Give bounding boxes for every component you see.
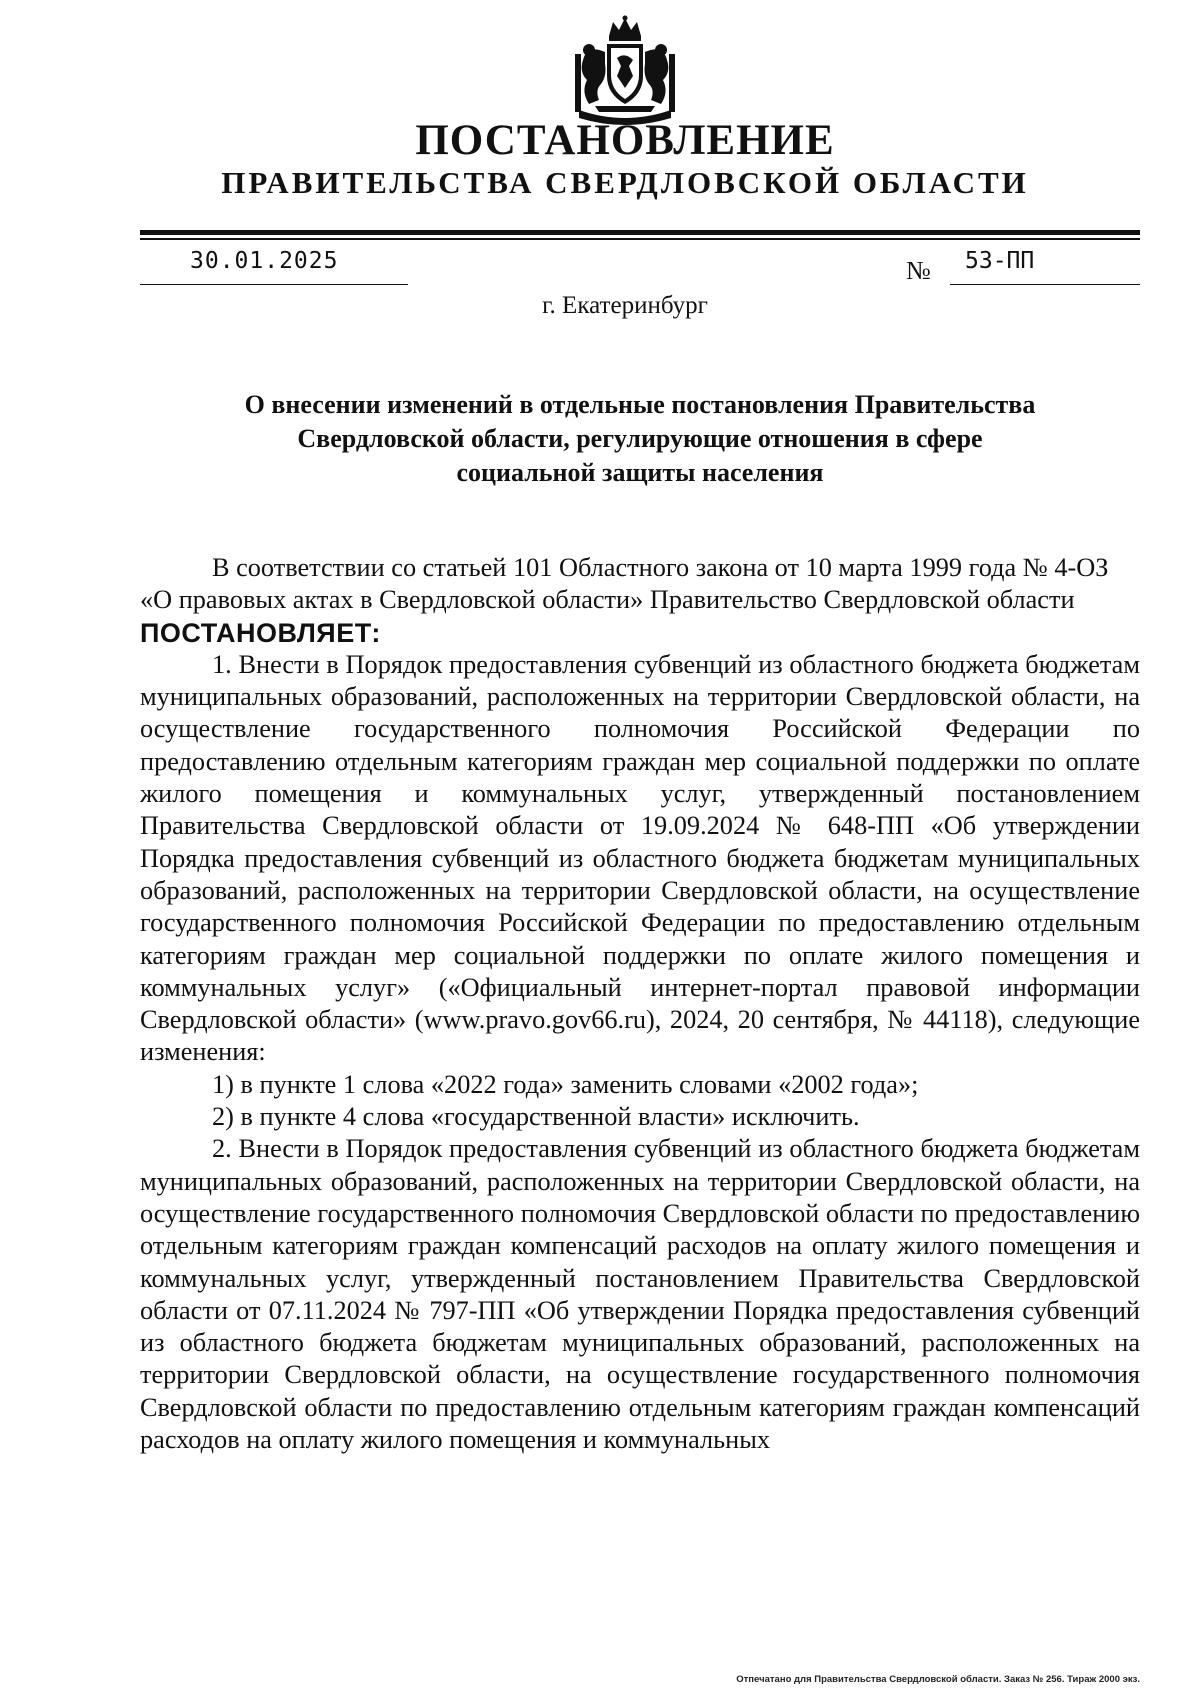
document-title: [140, 388, 1140, 490]
issue-city: г. Екатеринбург: [542, 292, 708, 319]
document-type: ПОСТАНОВЛЕНИЕ: [415, 117, 835, 164]
issuing-authority: ПРАВИТЕЛЬСТВА СВЕРДЛОВСКОЙ ОБЛАСТИ: [221, 165, 1029, 200]
preamble-paragraph: В соответствии со статьей 101 Областного закона от 10 марта 1999 года № 4-ОЗ «О правовых актах в Свердловской области» Правительство Свердловской области: [140, 553, 1109, 615]
number-sign: №: [906, 256, 931, 285]
item-1-subitem-2: 2) в пункте 4 слова «государственной власти» исключить.: [212, 1102, 860, 1132]
document-date: 30.01.2025: [190, 248, 339, 274]
item-1-paragraph: 1. Внести в Порядок предоставления субвенций из областного бюджета бюджетам муниципальных образований, расположенных на территории Свердловской области, на осуществление государственного полномочия Российской Федерации по предоставлению отдельным категориям граждан мер социальной поддержки по оплате жилого помещения и коммунальных услуг, утвержденный постановлением Правительства Свердловской области от 19.09.2024 № 648-ПП «Об утверждении Порядка предоставления субвенций из областного бюджета бюджетам муниципальных образований, расположенных на территории Свердловской области, на осуществление государственного полномочия Российской Федерации по предоставлению отдельным категориям граждан мер социальной поддержки по оплате жилого помещения и коммунальных услуг» («Официальный интернет-портал правовой информации Свердловской области» (www.pravo.gov66.ru), 2024, 20 сентября, № 44118), следующие изменения:: [140, 649, 1140, 1067]
print-imprint: Отпечатано для Правительства Свердловской области. Заказ № 256. Тираж 2000 экз.: [736, 1674, 1140, 1685]
document-body: [140, 552, 1140, 1456]
item-1-subitem-1: 1) в пункте 1 слова «2022 года» заменить словами «2002 года»;: [212, 1069, 919, 1099]
item-2-paragraph: 2. Внести в Порядок предоставления субвенций из областного бюджета бюджетам муниципальных образований, расположенных на территории Свердловской области, на осуществление государственного полномочия Свердловской области по предоставлению отдельным категориям граждан компенсаций расходов на оплату жилого помещения и коммунальных услуг, утвержденный постановлением Правительства Свердловской области от 07.11.2024 № 797-ПП «Об утверждении Порядка предоставления субвенций из областного бюджета бюджетам муниципальных образований, расположенных на территории Свердловской области, на осуществление государственного полномочия Свердловской области по предоставлению отдельным категориям граждан компенсаций расходов на оплату жилого помещения и коммунальных: [140, 1134, 1140, 1455]
document-number: 53-ПП: [965, 248, 1035, 274]
title-line: Свердловской области, регулирующие отношения в сфере: [297, 424, 983, 453]
coat-of-arms-icon: [565, 14, 685, 132]
decree-heading: ПОСТАНОВЛЯЕТ:: [140, 617, 381, 648]
number-field: [950, 248, 1140, 285]
title-line: О внесении изменений в отдельные постановления Правительства: [244, 390, 1036, 419]
title-line: социальной защиты населения: [456, 458, 824, 487]
date-field: [140, 248, 408, 285]
header-rule-thick: [140, 230, 1140, 235]
header-rule-thin: [140, 238, 1140, 240]
